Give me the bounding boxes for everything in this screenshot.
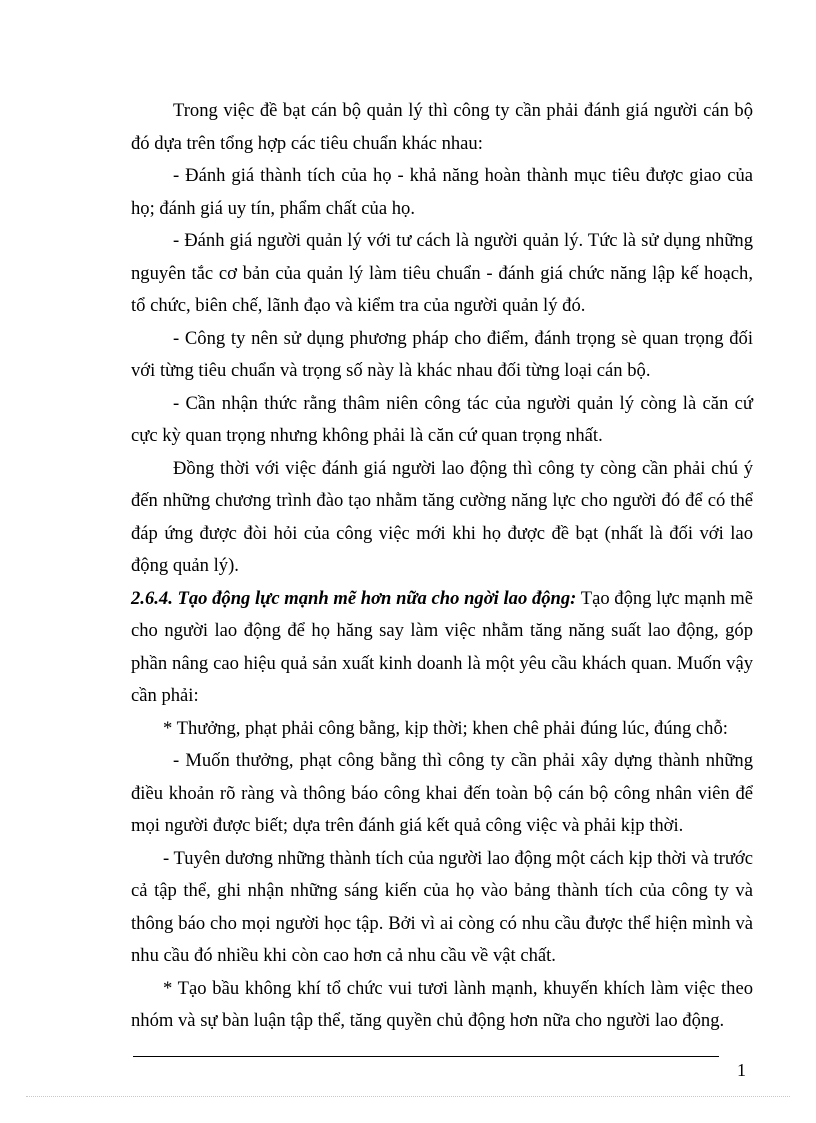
section-heading: 2.6.4. Tạo động lực mạnh mẽ hơn nữa cho ngời lao động:	[131, 587, 577, 609]
paragraph-atmosphere: * Tạo bầu không khí tổ chức vui tươi lành mạnh, khuyến khích làm việc theo nhóm và sự bàn luận tập thể, tăng quyền chủ động hơn nữa cho người lao động.	[131, 977, 753, 1031]
paragraph-criterion-scoring: - Công ty nên sử dụng phương pháp cho điểm, đánh trọng sè quan trọng đối với từng tiêu chuẩn và trọng số này là khác nhau đối từng loại cán bộ.	[131, 327, 753, 381]
paragraph-criterion-seniority: - Cần nhận thức rằng thâm niên công tác của người quản lý còng là căn cứ cực kỳ quan trọng nhưng không phải là căn cứ quan trọng nhất.	[131, 392, 753, 446]
footer-divider	[133, 1056, 719, 1057]
paragraph-fair-reward: - Muốn thưởng, phạt công bằng thì công ty cần phải xây dựng thành những điều khoản rõ ràng và thông báo công khai đến toàn bộ cán bộ công nhân viên để mọi người được biết; dựa trên đánh giá kết quả công việc và phải kịp thời.	[131, 750, 753, 836]
page-number: 1	[737, 1060, 746, 1080]
section-intro-text: Tạo động lực mạnh mẽ cho người lao động để họ hăng say làm việc nhằm tăng năng suất lao động, góp phần nâng cao hiệu quả sản xuất kinh doanh là một yêu cầu khách quan. Muốn vậy cần phải:	[131, 587, 753, 706]
paragraph-intro: Trong việc đề bạt cán bộ quản lý thì công ty cần phải đánh giá người cán bộ đó dựa trên tổng hợp các tiêu chuẩn khác nhau:	[131, 100, 753, 154]
section-paragraph-motivation	[131, 583, 753, 713]
paragraph-criterion-achievement: - Đánh giá thành tích của họ - khả năng hoàn thành mục tiêu được giao của họ; đánh giá uy tín, phẩm chất của họ.	[131, 165, 753, 219]
paragraph-reward-penalty: * Thưởng, phạt phải công bằng, kịp thời; khen chê phải đúng lúc, đúng chỗ:	[163, 717, 728, 739]
paragraph-criterion-manager-role: - Đánh giá người quản lý với tư cách là người quản lý. Tức là sử dụng những nguyên tắc cơ bản của quản lý làm tiêu chuẩn - đánh giá chức năng lập kế hoạch, tổ chức, biên chế, lãnh đạo và kiểm tra của người quản lý đó.	[131, 230, 753, 316]
body-text	[131, 95, 753, 1038]
paragraph-praise: - Tuyên dương những thành tích của người lao động một cách kịp thời và trước cả tập thể, ghi nhận những sáng kiến của họ vào bảng thành tích của công ty và thông báo cho mọi người học tập. Bởi vì ai còng có nhu cầu được thể hiện mình và nhu cầu đó nhiều khi còn cao hơn cả nhu cầu về vật chất.	[131, 847, 753, 966]
page-boundary	[26, 1096, 790, 1097]
paragraph-training: Đồng thời với việc đánh giá người lao động thì công ty còng cần phải chú ý đến những chương trình đào tạo nhằm tăng cường năng lực cho người đó để có thể đáp ứng được đòi hỏi của công việc mới khi họ được đề bạt (nhất là đối với lao động quản lý).	[131, 457, 753, 576]
